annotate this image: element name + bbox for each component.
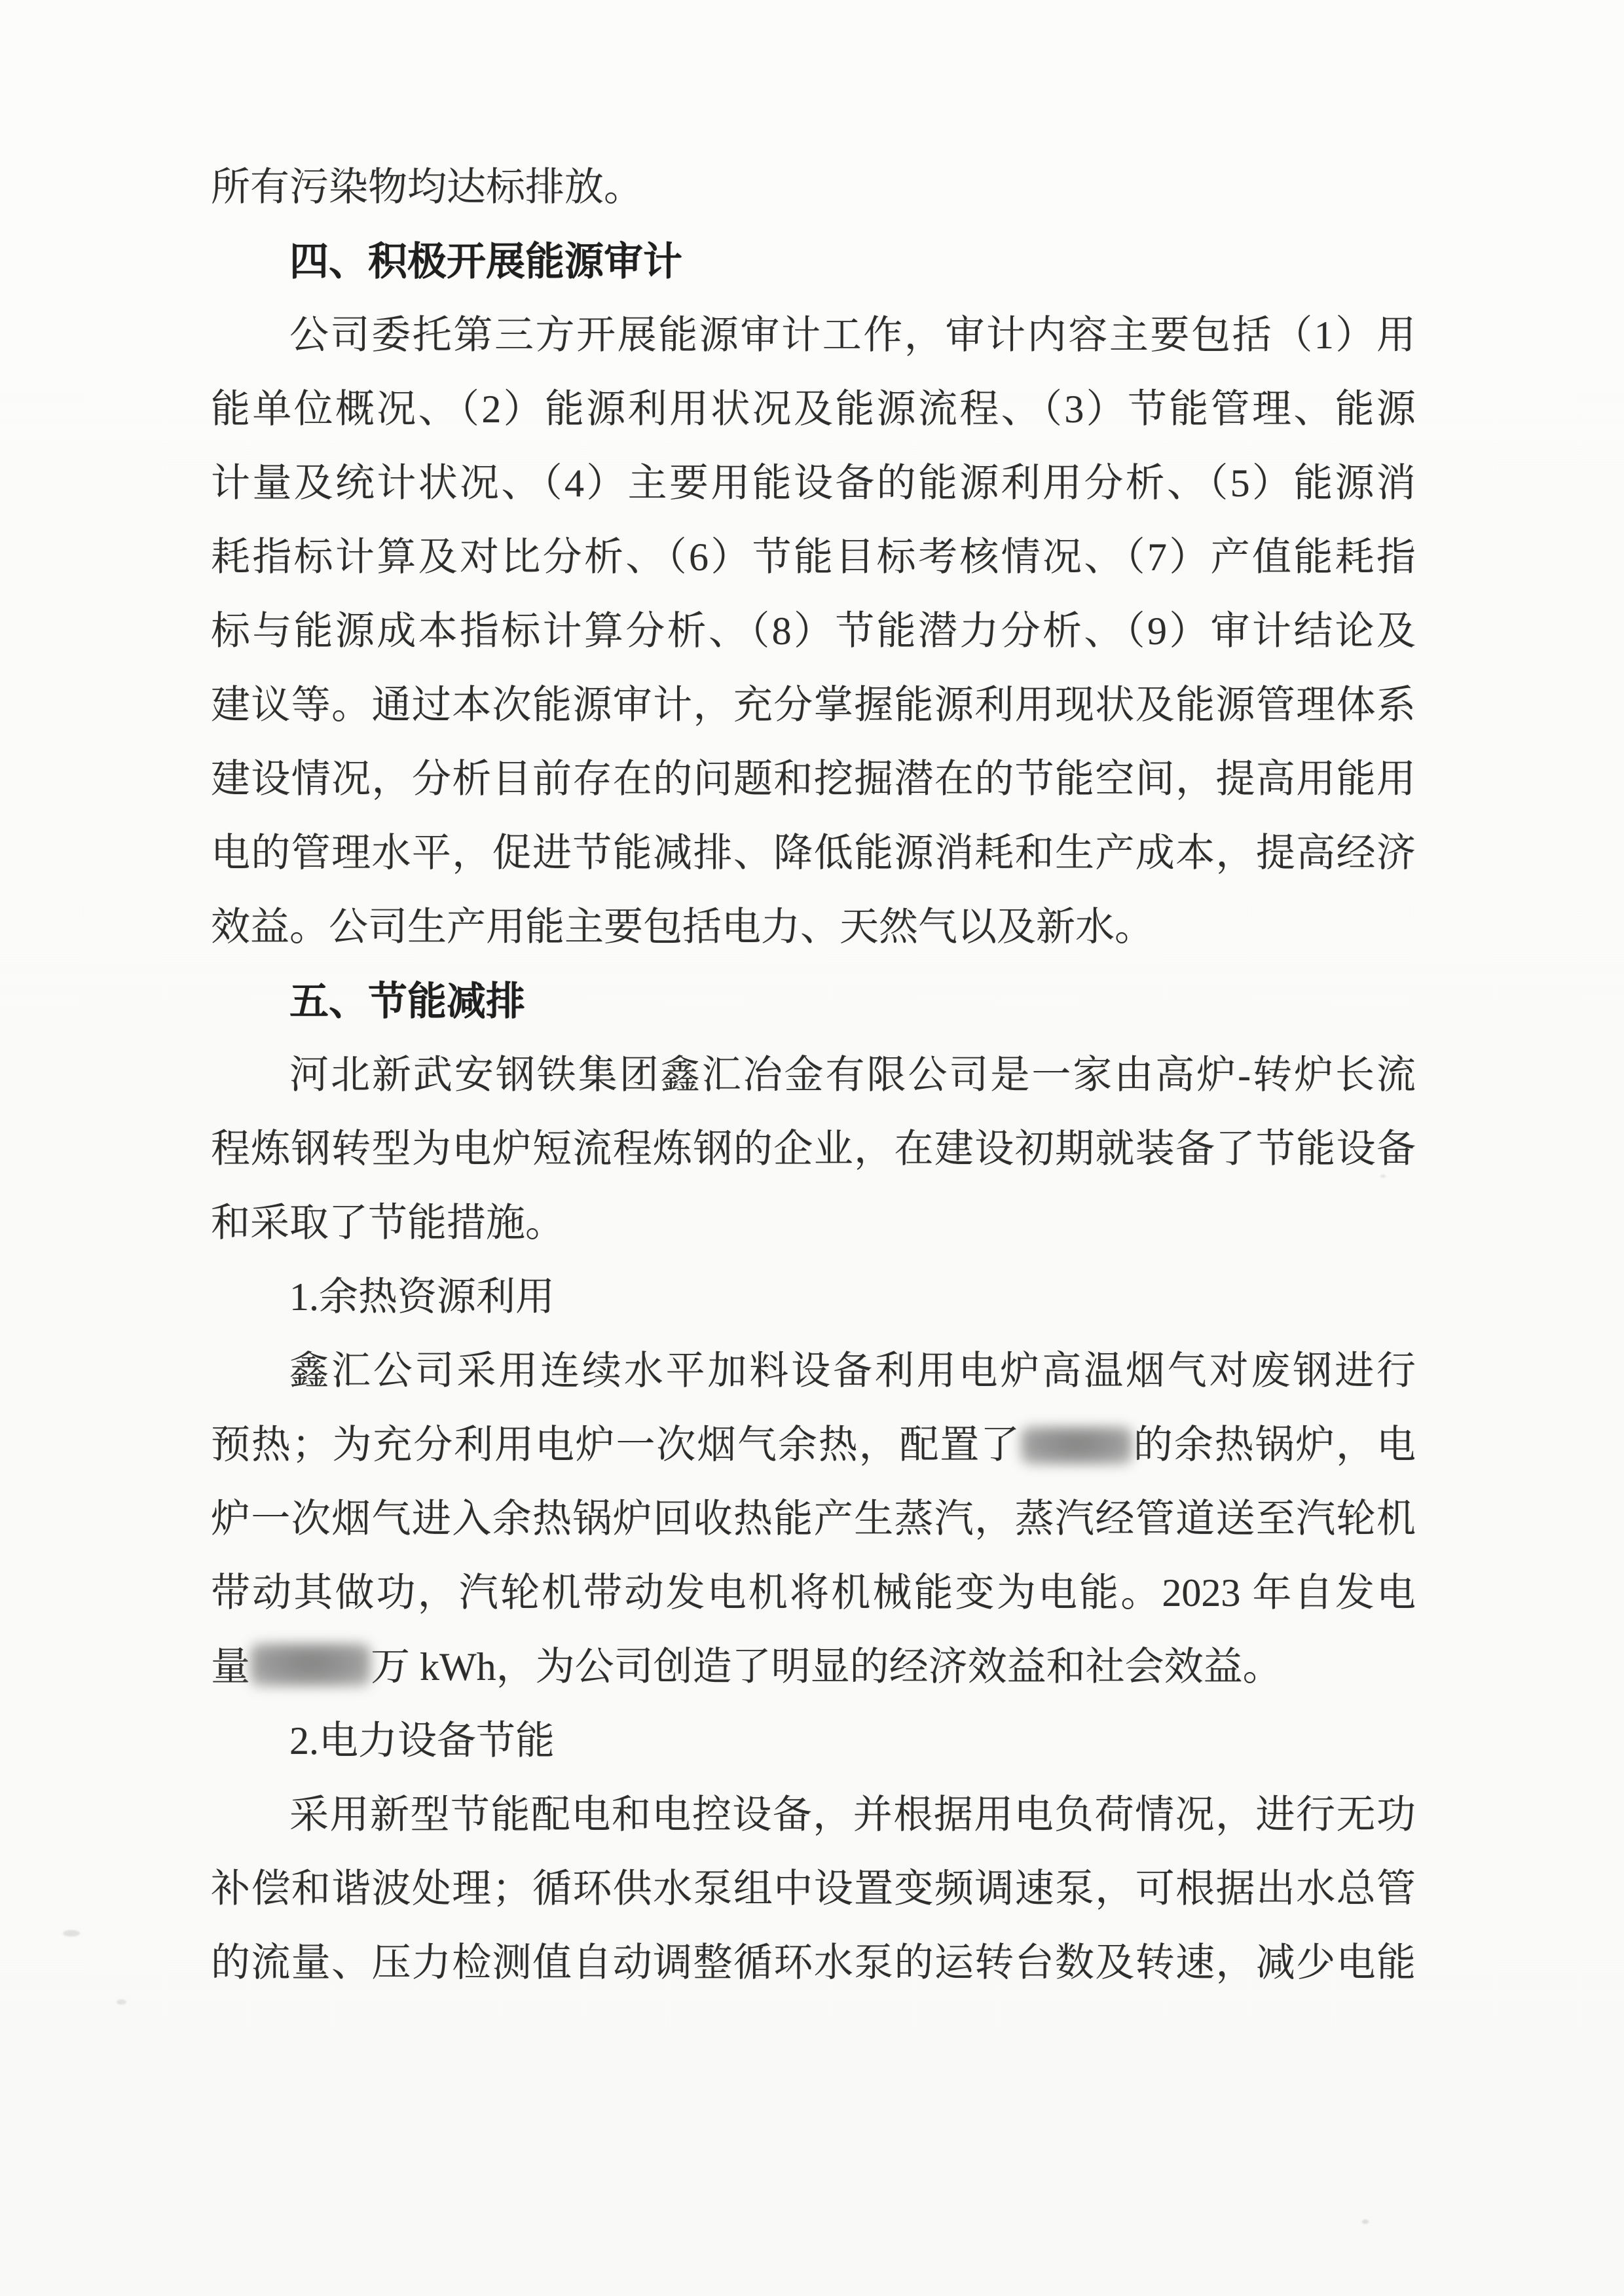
redacted-generation-amount — [250, 1643, 371, 1686]
text-line — [211, 1704, 1416, 1778]
text-run: 鑫汇公司采用连续水平加料设备利用电炉高温烟气对废钢进行 — [289, 1349, 1416, 1393]
text-line — [211, 446, 1416, 520]
text-run: 四、积极开展能源审计 — [289, 240, 682, 283]
scan-speck — [1007, 930, 1012, 934]
heading-line — [211, 225, 1416, 299]
text-line — [211, 373, 1416, 446]
document-body — [211, 151, 1416, 2000]
text-run: 2.电力设备节能 — [289, 1719, 555, 1762]
text-line — [211, 1852, 1416, 1926]
text-run: 的余热锅炉，电 — [1132, 1423, 1416, 1467]
text-run: 补偿和谐波处理；循环供水泵组中设置变频调速泵，可根据出水总管 — [211, 1867, 1416, 1910]
text-run: 效益。公司生产用能主要包括电力、天然气以及新水。 — [211, 905, 1154, 949]
text-run: 炉一次烟气进入余热锅炉回收热能产生蒸汽，蒸汽经管道送至汽轮机 — [211, 1497, 1416, 1540]
text-run: 预热；为充分利用电炉一次烟气余热，配置了 — [211, 1423, 1022, 1467]
text-line — [211, 151, 1416, 225]
text-line — [211, 742, 1416, 816]
text-line — [211, 1482, 1416, 1556]
text-run: 标与能源成本指标计算分析、（8）节能潜力分析、（9）审计结论及 — [211, 610, 1416, 653]
text-run: 1.余热资源利用 — [289, 1275, 555, 1319]
text-run: 电的管理水平，促进节能减排、降低能源消耗和生产成本，提高经济 — [211, 831, 1416, 875]
text-line — [211, 816, 1416, 890]
text-line — [211, 1112, 1416, 1186]
text-line — [211, 1334, 1416, 1408]
text-line — [211, 1408, 1416, 1482]
text-run: 五、节能减排 — [289, 979, 525, 1023]
text-line — [211, 1556, 1416, 1630]
text-run: 能单位概况、（2）能源利用状况及能源流程、（3）节能管理、能源 — [211, 388, 1416, 431]
text-run: 公司委托第三方开展能源审计工作，审计内容主要包括（1）用 — [289, 314, 1416, 357]
text-line — [211, 1778, 1416, 1852]
scan-speck — [1380, 1175, 1386, 1178]
text-run: 建议等。通过本次能源审计，充分掌握能源利用现状及能源管理体系 — [211, 683, 1416, 727]
text-run: 河北新武安钢铁集团鑫汇冶金有限公司是一家由高炉-转炉长流 — [289, 1053, 1416, 1097]
text-line — [211, 890, 1416, 964]
text-run: 带动其做功，汽轮机带动发电机将机械能变为电能。2023 年自发电 — [211, 1571, 1416, 1614]
scan-speck — [1362, 2219, 1369, 2224]
text-run: 计量及统计状况、（4）主要用能设备的能源利用分析、（5）能源消 — [211, 462, 1416, 505]
scan-speck — [117, 1999, 126, 2005]
text-run: 量 — [211, 1645, 250, 1688]
text-run: 采用新型节能配电和电控设备，并根据用电负荷情况，进行无功 — [289, 1793, 1416, 1836]
text-line — [211, 1186, 1416, 1260]
scan-speck — [1078, 321, 1084, 325]
text-line — [211, 1038, 1416, 1112]
redacted-boiler-capacity — [1021, 1427, 1132, 1465]
text-line — [211, 299, 1416, 373]
text-line — [211, 594, 1416, 668]
text-run: 所有污染物均达标排放。 — [211, 166, 643, 209]
heading-line — [211, 964, 1416, 1038]
text-line — [211, 520, 1416, 594]
text-run: 万 kWh，为公司创造了明显的经济效益和社会效益。 — [371, 1645, 1282, 1688]
text-line — [211, 1630, 1416, 1704]
text-run: 程炼钢转型为电炉短流程炼钢的企业，在建设初期就装备了节能设备 — [211, 1127, 1416, 1171]
text-run: 和采取了节能措施。 — [211, 1201, 564, 1245]
text-line — [211, 1260, 1416, 1334]
scan-speck — [63, 1930, 80, 1937]
text-run: 的流量、压力检测值自动调整循环水泵的运转台数及转速，减少电能 — [211, 1941, 1416, 1984]
text-run: 耗指标计算及对比分析、（6）节能目标考核情况、（7）产值能耗指 — [211, 536, 1416, 579]
text-line — [211, 1926, 1416, 2000]
text-run: 建设情况，分析目前存在的问题和挖掘潜在的节能空间，提高用能用 — [211, 757, 1416, 801]
text-line — [211, 668, 1416, 742]
